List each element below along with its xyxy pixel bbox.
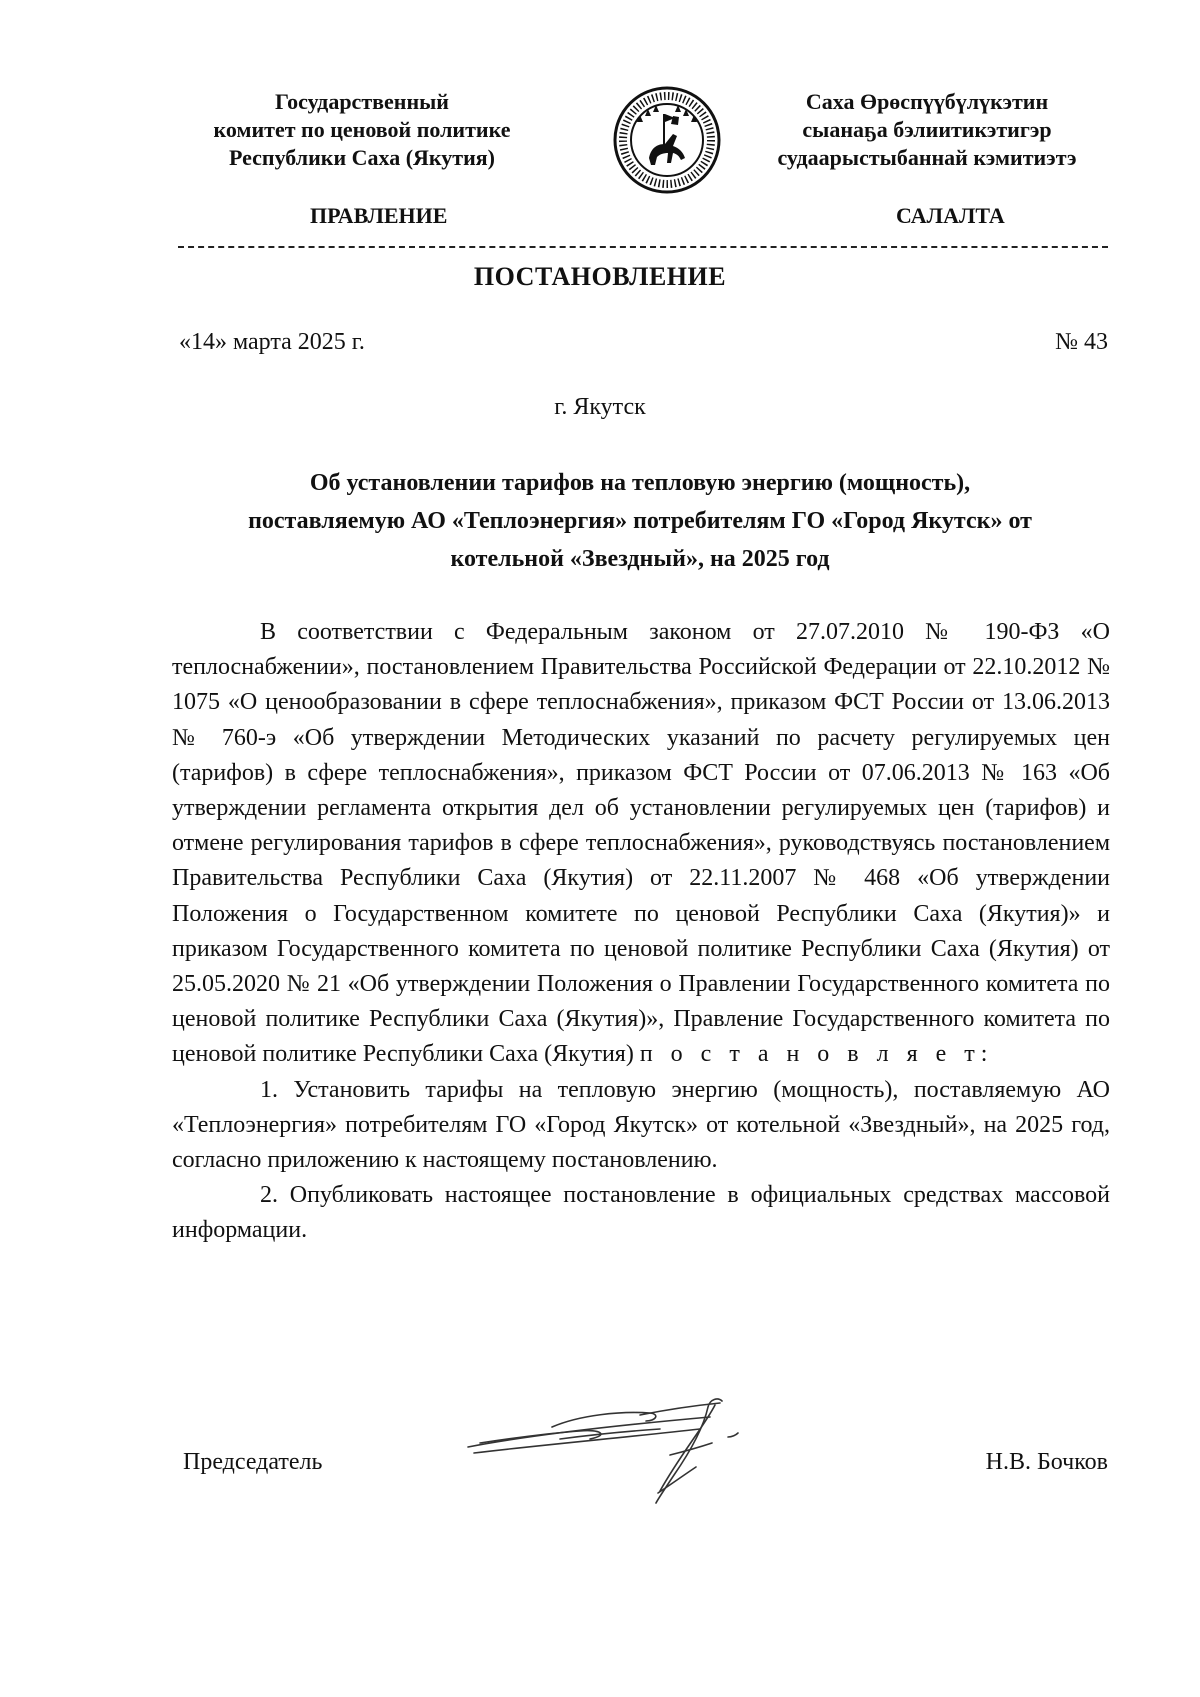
document-city: г. Якутск [554, 394, 646, 420]
header-right-line: сыанаҕа бэлиитикэтигэр [802, 117, 1052, 142]
header-left-line: Государственный [275, 89, 449, 114]
preamble-text: В соответствии с Федеральным законом от 27.07.2010 № 190-ФЗ «О теплоснабжении», постановлением Правительства Российской Федерации от 22.10.2012 № 1075 «О ценообразовании в сфере теплоснабжения», приказом ФСТ России от 13.06.2013 № 760-э «Об утверждении Методических указаний по расчету регулируемых цен (тарифов) в сфере теплоснабжения», приказом ФСТ России от 07.06.2013 № 163 «Об утверждении регламента открытия дел об установлении регулируемых цен (тарифов) и отмене регулирования тарифов в сфере теплоснабжения», руководствуясь постановлением Правительства Республики Саха (Якутия) от 22.11.2007 № 468 «Об утверждении Положения о Государственном комитете по ценовой Республики Саха (Якутия)» и приказом Государственного комитета по ценовой политике Республики Саха (Якутия) от 25.05.2020 № 21 «Об утверждении Положения о Правлении Государственного комитета по ценовой политике Республики Саха (Якутия)», Правление Государственного комитета по ценовой политике Республики Саха (Якутия) [172, 619, 1110, 1068]
title-line: поставляемую АО «Теплоэнергия» потребителям ГО «Город Якутск» от [248, 508, 1032, 534]
header-left-line: комитет по ценовой политике [213, 117, 511, 142]
signatory-role: Председатель [183, 1449, 323, 1475]
title-line: Об установлении тарифов на тепловую энергию (мощность), [309, 470, 971, 496]
section-label-sakha: САЛАЛТА [896, 203, 1005, 228]
section-label-ru: ПРАВЛЕНИЕ [310, 203, 448, 228]
preamble-paragraph [172, 615, 1110, 1073]
header-right-sakha [762, 88, 1092, 172]
resolution-item-2: 2. Опубликовать настоящее постановление в официальных средствах массовой информации. [172, 1182, 1110, 1244]
header-left-ru [192, 88, 532, 172]
document-number: № 43 [1055, 329, 1108, 355]
document-date: «14» марта 2025 г. [179, 329, 365, 355]
resolves-text: п о с т а н о в л я е т: [639, 1041, 994, 1068]
document-title [170, 464, 1110, 578]
coat-of-arms-icon [613, 86, 721, 194]
header-right-line: Саха Өрөспүүбүлүкэтин [805, 89, 1049, 114]
document-body [172, 615, 1110, 1249]
document-type: ПОСТАНОВЛЕНИЕ [473, 262, 727, 291]
header-divider [178, 246, 1108, 250]
title-line: котельной «Звездный», на 2025 год [450, 546, 830, 572]
handwritten-signature-icon [460, 1395, 780, 1515]
signatory-name: Н.В. Бочков [985, 1449, 1108, 1475]
header-left-line: Республики Саха (Якутия) [228, 145, 496, 170]
resolution-item-1: 1. Установить тарифы на тепловую энергию (мощность), поставляемую АО «Теплоэнергия» потребителям ГО «Город Якутск» от котельной «Звездный», на 2025 год, согласно приложению к настоящему постановлению. [172, 1076, 1110, 1174]
header-right-line: судаарыстыбаннай кэмитиэтэ [777, 145, 1077, 170]
